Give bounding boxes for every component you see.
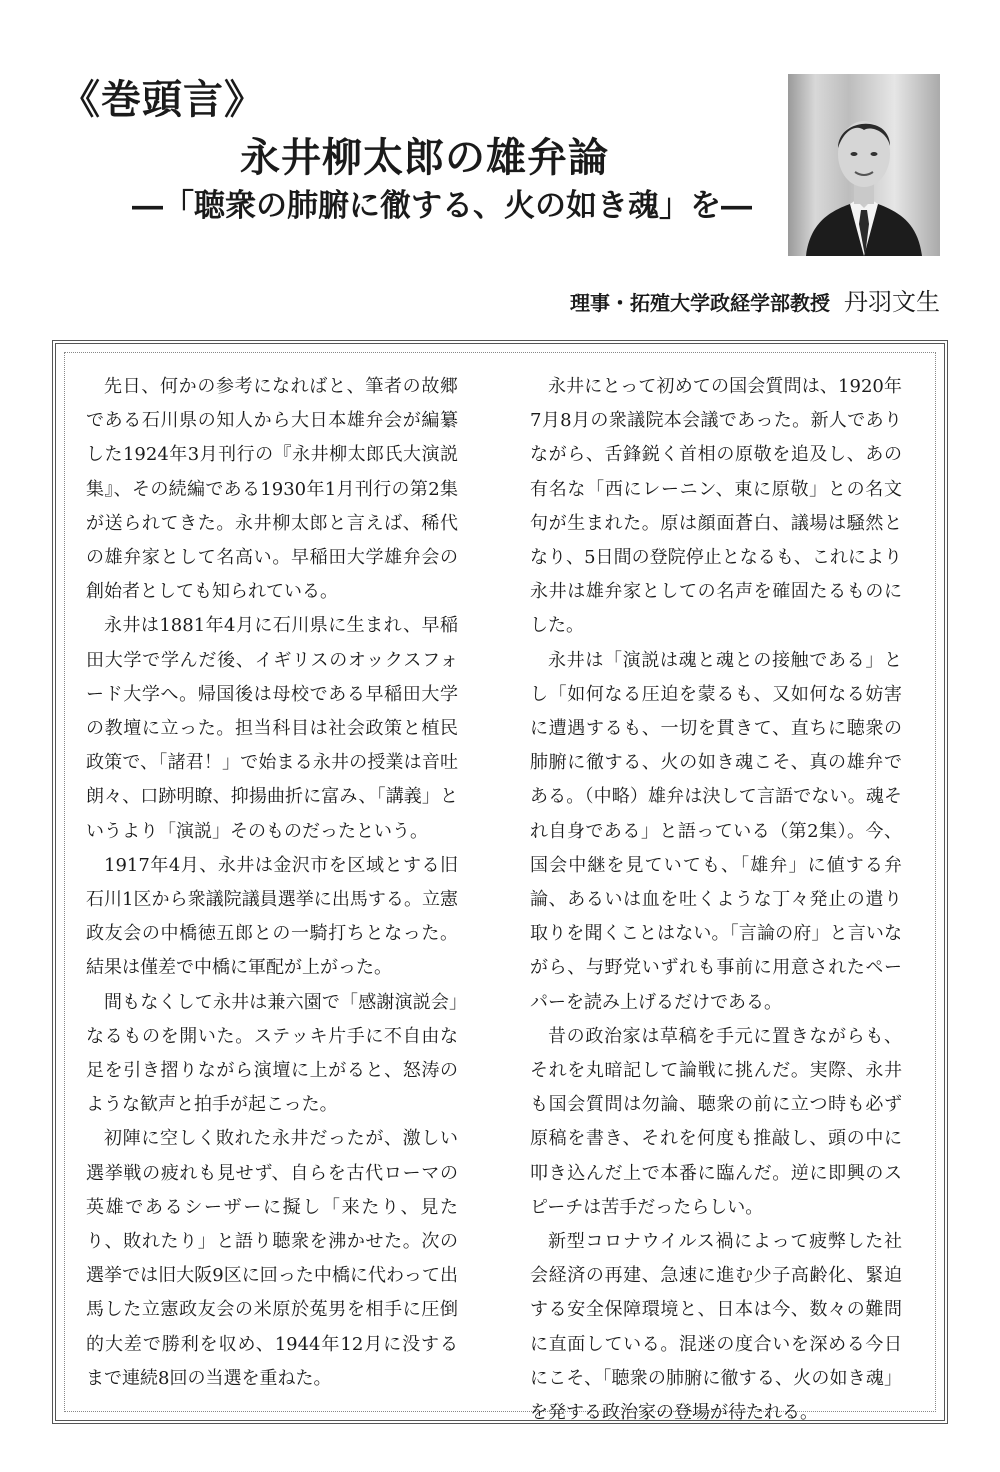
paragraph: 先日、何かの参考になればと、筆者の故郷である石川県の知人から大日本雄弁会が編纂した1924年3月刊行の『永井柳太郎氏大演説集』、その続編である1930年1月刊行の第2集が送られてきた。永井柳太郎と言えば、稀代の雄弁家として名高い。早稲田大学雄弁会の創始者としても知られている。 — [86, 376, 458, 603]
author-byline — [570, 282, 940, 317]
paragraph: 昔の政治家は草稿を手元に置きながらも、それを丸暗記して論戦に挑んだ。実際、永井も国会質問は勿論、聴衆の前に立つ時も必ず原稿を書き、それを何度も推敲し、頭の中に叩き込んだ上で本番に臨んだ。逆に即興のスピーチは苦手だったらしい。 — [530, 1025, 902, 1218]
article-title: 永井柳太郎の雄弁論 — [240, 134, 609, 181]
section-label: 《巻頭言》 — [60, 76, 265, 123]
article-column-right — [530, 370, 902, 1430]
author-name: 丹羽文生 — [844, 288, 940, 316]
paragraph: 永井は「演説は魂と魂との接触である」とし「如何なる圧迫を蒙るも、又如何なる妨害に遭遇するも、一切を貫きて、直ちに聴衆の肺腑に徹する、火の如き魂こそ、真の雄弁である。（中略）雄弁は決して言語でない。魂それ自身である」と語っている（第2集）。今、国会中継を見ていても、「雄弁」に値する弁論、あるいは血を吐くような丁々発止の遣り取りを聞くことはない。「言論の府」と言いながら、与野党いずれも事前に用意されたペーパーを読み上げるだけである。 — [530, 649, 902, 1013]
article-column-left — [86, 370, 458, 1396]
paragraph: 1917年4月、永井は金沢市を区域とする旧石川1区から衆議院議員選挙に出馬する。立憲政友会の中橋徳五郎との一騎打ちとなった。結果は僅差で中橋に軍配が上がった。 — [86, 854, 458, 979]
author-affiliation: 理事・拓殖大学政経学部教授 — [570, 291, 830, 315]
article-subtitle: ―「聴衆の肺腑に徹する、火の如き魂」を― — [132, 188, 752, 224]
paragraph: 永井は1881年4月に石川県に生まれ、早稲田大学で学んだ後、イギリスのオックスフォード大学へ。帰国後は母校である早稲田大学の教壇に立った。担当科目は社会政策と植民政策で、「諸君！」で始まる永井の授業は音吐朗々、口跡明瞭、抑揚曲折に富み、「講義」というより「演説」そのものだったという。 — [86, 615, 458, 842]
paragraph: 永井にとって初めての国会質問は、1920年7月8月の衆議院本会議であった。新人でありながら、舌鋒鋭く首相の原敬を追及し、あの有名な「西にレーニン、東に原敬」との名文句が生まれた。原は顔面蒼白、議場は騒然となり、5日間の登院停止となるも、これにより永井は雄弁家としての名声を確固たるものにした。 — [530, 376, 902, 637]
paragraph: 初陣に空しく敗れた永井だったが、激しい選挙戦の疲れも見せず、自らを古代ローマの英雄であるシーザーに擬し「来たり、見たり、敗れたり」と語り聴衆を沸かせた。次の選挙では旧大阪9区に回った中橋に代わって出馬した立憲政友会の米原於菟男を相手に圧倒的大差で勝利を収め、1944年12月に没するまで連続8回の当選を重ねた。 — [86, 1128, 458, 1389]
paragraph: 間もなくして永井は兼六園で「感謝演説会」なるものを開いた。ステッキ片手に不自由な足を引き摺りながら演壇に上がると、怒涛のような歓声と拍手が起こった。 — [86, 991, 458, 1116]
author-portrait-photo — [788, 74, 940, 256]
portrait-icon — [788, 74, 940, 256]
paragraph: 新型コロナウイルス禍によって疲弊した社会経済の再建、急速に進む少子高齢化、緊迫する安全保障環境と、日本は今、数々の難問に直面している。混迷の度合いを深める今日にこそ、「聴衆の肺腑に徹する、火の如き魂」を発する政治家の登場が待たれる。 — [530, 1231, 902, 1424]
